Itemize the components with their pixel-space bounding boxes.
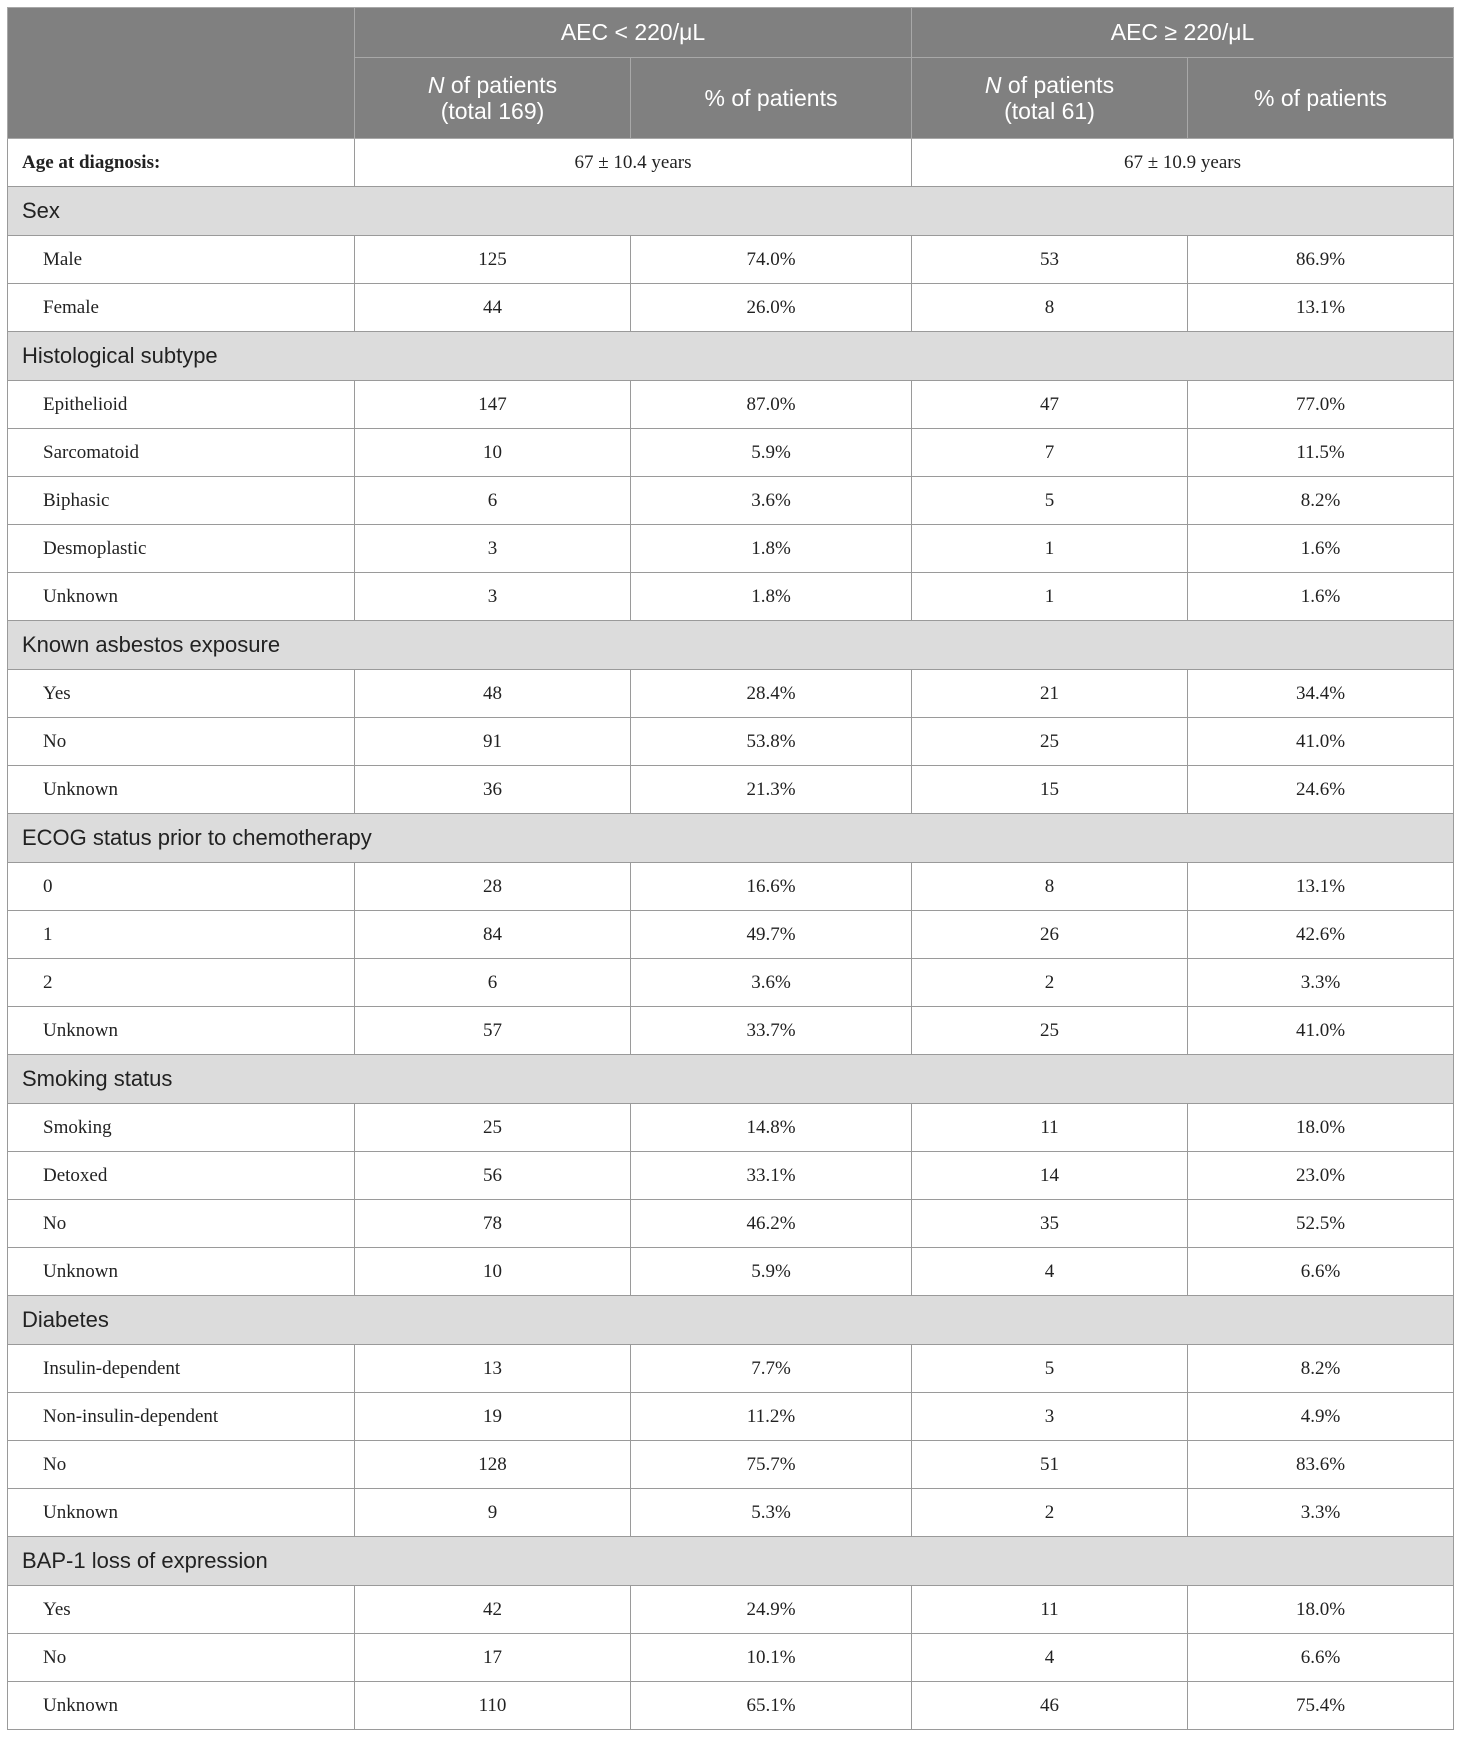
- cell-n-g1: 25: [355, 1104, 631, 1152]
- cell-n-g2: 4: [912, 1634, 1188, 1682]
- header-n-italic: N: [984, 72, 1002, 98]
- section-title: Sex: [8, 187, 1454, 236]
- cell-pct-g2: 6.6%: [1188, 1634, 1454, 1682]
- header-g1-pct-patients: % of patients: [631, 58, 912, 139]
- row-label: Non-insulin-dependent: [8, 1393, 355, 1441]
- table-row: [8, 1489, 1454, 1537]
- row-label: Yes: [8, 670, 355, 718]
- cell-pct-g1: 5.3%: [631, 1489, 912, 1537]
- cell-n-g2: 47: [912, 381, 1188, 429]
- row-label: Desmoplastic: [8, 525, 355, 573]
- section-title: Smoking status: [8, 1055, 1454, 1104]
- table-row: [8, 1393, 1454, 1441]
- cell-pct-g1: 10.1%: [631, 1634, 912, 1682]
- cell-n-g2: 8: [912, 284, 1188, 332]
- table-row: [8, 1200, 1454, 1248]
- header-corner-cell: [8, 8, 355, 139]
- cell-n-g1: 10: [355, 1248, 631, 1296]
- header-group-high-aec: AEC ≥ 220/μL: [912, 8, 1454, 58]
- header-n-label: of patients: [1001, 72, 1115, 98]
- cell-n-g2: 5: [912, 1345, 1188, 1393]
- cell-n-g2: 25: [912, 1007, 1188, 1055]
- cell-pct-g2: 41.0%: [1188, 718, 1454, 766]
- table-header: [8, 8, 1454, 139]
- cell-pct-g2: 3.3%: [1188, 959, 1454, 1007]
- table-row: [8, 1682, 1454, 1730]
- cell-n-g2: 51: [912, 1441, 1188, 1489]
- section-title: Histological subtype: [8, 332, 1454, 381]
- cell-pct-g2: 42.6%: [1188, 911, 1454, 959]
- cell-n-g2: 11: [912, 1104, 1188, 1152]
- cell-n-g1: 56: [355, 1152, 631, 1200]
- table-row: [8, 1441, 1454, 1489]
- age-value-g1: 67 ± 10.4 years: [355, 139, 912, 187]
- section-title: ECOG status prior to chemotherapy: [8, 814, 1454, 863]
- row-label: Insulin-dependent: [8, 1345, 355, 1393]
- table-row: [8, 284, 1454, 332]
- cell-pct-g2: 24.6%: [1188, 766, 1454, 814]
- cell-n-g2: 14: [912, 1152, 1188, 1200]
- table-row: [8, 911, 1454, 959]
- cell-n-g1: 78: [355, 1200, 631, 1248]
- table-row: [8, 863, 1454, 911]
- section-title: BAP-1 loss of expression: [8, 1537, 1454, 1586]
- cell-n-g2: 15: [912, 766, 1188, 814]
- table-row: [8, 525, 1454, 573]
- section-title: Known asbestos exposure: [8, 621, 1454, 670]
- table-row: [8, 670, 1454, 718]
- cell-pct-g1: 16.6%: [631, 863, 912, 911]
- table-row: [8, 429, 1454, 477]
- table-row: [8, 959, 1454, 1007]
- cell-n-g1: 57: [355, 1007, 631, 1055]
- header-n-total: (total 169): [440, 98, 545, 124]
- cell-n-g2: 3: [912, 1393, 1188, 1441]
- row-label: No: [8, 1441, 355, 1489]
- cell-n-g1: 6: [355, 477, 631, 525]
- table-row: [8, 766, 1454, 814]
- cell-n-g2: 46: [912, 1682, 1188, 1730]
- cell-n-g2: 2: [912, 959, 1188, 1007]
- cell-pct-g2: 8.2%: [1188, 1345, 1454, 1393]
- table-body: [8, 139, 1454, 1730]
- row-label: No: [8, 718, 355, 766]
- row-label: 0: [8, 863, 355, 911]
- row-label: Female: [8, 284, 355, 332]
- cell-pct-g2: 77.0%: [1188, 381, 1454, 429]
- row-label: Unknown: [8, 1248, 355, 1296]
- cell-pct-g1: 7.7%: [631, 1345, 912, 1393]
- table-row: [8, 1152, 1454, 1200]
- cell-n-g2: 53: [912, 236, 1188, 284]
- cell-n-g1: 13: [355, 1345, 631, 1393]
- cell-pct-g1: 65.1%: [631, 1682, 912, 1730]
- cell-n-g1: 48: [355, 670, 631, 718]
- cell-pct-g1: 87.0%: [631, 381, 912, 429]
- cell-n-g2: 2: [912, 1489, 1188, 1537]
- table-row: [8, 1007, 1454, 1055]
- cell-n-g1: 128: [355, 1441, 631, 1489]
- row-label: No: [8, 1200, 355, 1248]
- cell-n-g2: 11: [912, 1586, 1188, 1634]
- cell-n-g1: 84: [355, 911, 631, 959]
- cell-n-g1: 42: [355, 1586, 631, 1634]
- cell-pct-g2: 4.9%: [1188, 1393, 1454, 1441]
- row-label: Detoxed: [8, 1152, 355, 1200]
- section-header-row: [8, 1537, 1454, 1586]
- row-label: 2: [8, 959, 355, 1007]
- row-label: Sarcomatoid: [8, 429, 355, 477]
- cell-n-g1: 110: [355, 1682, 631, 1730]
- header-g1-n-patients: [355, 58, 631, 139]
- cell-n-g1: 125: [355, 236, 631, 284]
- cell-n-g1: 28: [355, 863, 631, 911]
- header-g2-pct-patients: % of patients: [1188, 58, 1454, 139]
- row-label: Unknown: [8, 766, 355, 814]
- table-row: [8, 1345, 1454, 1393]
- cell-pct-g2: 6.6%: [1188, 1248, 1454, 1296]
- header-group-low-aec: AEC < 220/μL: [355, 8, 912, 58]
- cell-n-g1: 17: [355, 1634, 631, 1682]
- cell-n-g1: 36: [355, 766, 631, 814]
- cell-pct-g2: 52.5%: [1188, 1200, 1454, 1248]
- section-header-row: [8, 814, 1454, 863]
- cell-pct-g2: 34.4%: [1188, 670, 1454, 718]
- table-row: [8, 477, 1454, 525]
- section-header-row: [8, 1296, 1454, 1345]
- cell-pct-g1: 1.8%: [631, 525, 912, 573]
- cell-pct-g2: 83.6%: [1188, 1441, 1454, 1489]
- cell-pct-g2: 1.6%: [1188, 573, 1454, 621]
- cell-pct-g1: 5.9%: [631, 1248, 912, 1296]
- cell-pct-g2: 41.0%: [1188, 1007, 1454, 1055]
- table-row: [8, 1104, 1454, 1152]
- table-row: [8, 1634, 1454, 1682]
- cell-pct-g2: 13.1%: [1188, 863, 1454, 911]
- cell-pct-g2: 18.0%: [1188, 1104, 1454, 1152]
- table-row: [8, 1586, 1454, 1634]
- cell-pct-g1: 24.9%: [631, 1586, 912, 1634]
- header-n-italic: N: [427, 72, 445, 98]
- section-header-row: [8, 187, 1454, 236]
- cell-n-g2: 5: [912, 477, 1188, 525]
- cell-n-g2: 35: [912, 1200, 1188, 1248]
- cell-pct-g1: 11.2%: [631, 1393, 912, 1441]
- cell-n-g2: 21: [912, 670, 1188, 718]
- row-label: Unknown: [8, 1489, 355, 1537]
- age-row: [8, 139, 1454, 187]
- section-header-row: [8, 621, 1454, 670]
- table-row: [8, 381, 1454, 429]
- cell-pct-g1: 33.1%: [631, 1152, 912, 1200]
- cell-pct-g1: 46.2%: [631, 1200, 912, 1248]
- cell-n-g2: 1: [912, 525, 1188, 573]
- row-label: Epithelioid: [8, 381, 355, 429]
- row-label: Unknown: [8, 573, 355, 621]
- table-container: [7, 7, 1453, 1730]
- cell-pct-g2: 75.4%: [1188, 1682, 1454, 1730]
- cell-pct-g1: 3.6%: [631, 959, 912, 1007]
- cell-pct-g2: 3.3%: [1188, 1489, 1454, 1537]
- row-label: Male: [8, 236, 355, 284]
- cell-n-g1: 91: [355, 718, 631, 766]
- cell-pct-g2: 23.0%: [1188, 1152, 1454, 1200]
- row-label: Unknown: [8, 1682, 355, 1730]
- cell-pct-g1: 75.7%: [631, 1441, 912, 1489]
- header-g2-n-patients: [912, 58, 1188, 139]
- cell-pct-g1: 26.0%: [631, 284, 912, 332]
- cell-pct-g2: 8.2%: [1188, 477, 1454, 525]
- table-row: [8, 236, 1454, 284]
- section-header-row: [8, 332, 1454, 381]
- cell-pct-g2: 1.6%: [1188, 525, 1454, 573]
- age-value-g2: 67 ± 10.9 years: [912, 139, 1454, 187]
- cell-pct-g1: 3.6%: [631, 477, 912, 525]
- table-row: [8, 718, 1454, 766]
- table-row: [8, 1248, 1454, 1296]
- age-label: Age at diagnosis:: [8, 139, 355, 187]
- cell-pct-g1: 1.8%: [631, 573, 912, 621]
- header-n-label: of patients: [444, 72, 558, 98]
- cell-pct-g2: 18.0%: [1188, 1586, 1454, 1634]
- cell-n-g2: 25: [912, 718, 1188, 766]
- cell-n-g2: 26: [912, 911, 1188, 959]
- cell-n-g1: 3: [355, 573, 631, 621]
- cell-pct-g1: 28.4%: [631, 670, 912, 718]
- cell-n-g1: 10: [355, 429, 631, 477]
- cell-pct-g2: 13.1%: [1188, 284, 1454, 332]
- cell-n-g1: 3: [355, 525, 631, 573]
- patient-characteristics-table: [7, 7, 1454, 1730]
- section-title: Diabetes: [8, 1296, 1454, 1345]
- cell-pct-g1: 14.8%: [631, 1104, 912, 1152]
- table-row: [8, 573, 1454, 621]
- cell-n-g1: 147: [355, 381, 631, 429]
- cell-pct-g1: 33.7%: [631, 1007, 912, 1055]
- cell-n-g1: 6: [355, 959, 631, 1007]
- row-label: Unknown: [8, 1007, 355, 1055]
- cell-n-g2: 4: [912, 1248, 1188, 1296]
- cell-n-g2: 7: [912, 429, 1188, 477]
- row-label: Biphasic: [8, 477, 355, 525]
- cell-n-g2: 1: [912, 573, 1188, 621]
- cell-pct-g1: 5.9%: [631, 429, 912, 477]
- row-label: Yes: [8, 1586, 355, 1634]
- cell-pct-g1: 21.3%: [631, 766, 912, 814]
- cell-pct-g1: 49.7%: [631, 911, 912, 959]
- header-n-total: (total 61): [1004, 98, 1095, 124]
- cell-pct-g1: 53.8%: [631, 718, 912, 766]
- row-label: 1: [8, 911, 355, 959]
- cell-n-g1: 44: [355, 284, 631, 332]
- row-label: Smoking: [8, 1104, 355, 1152]
- row-label: No: [8, 1634, 355, 1682]
- cell-pct-g2: 11.5%: [1188, 429, 1454, 477]
- cell-n-g1: 9: [355, 1489, 631, 1537]
- cell-n-g2: 8: [912, 863, 1188, 911]
- cell-pct-g1: 74.0%: [631, 236, 912, 284]
- cell-pct-g2: 86.9%: [1188, 236, 1454, 284]
- cell-n-g1: 19: [355, 1393, 631, 1441]
- section-header-row: [8, 1055, 1454, 1104]
